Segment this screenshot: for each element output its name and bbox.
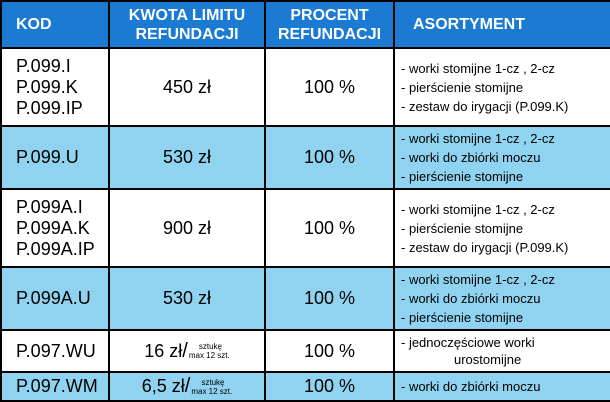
assortment-item: - pierścienie stomijne [401,220,524,236]
percent: 100 % [303,147,356,167]
table-row [1,126,610,189]
percent: 100 % [303,76,356,97]
percent-cell [265,48,394,126]
assortment-item: - pierścienie stomijne [401,169,524,184]
assortment-item: - pierścienie stomijne [401,79,524,95]
assortment-item: - zestaw do irygacji (P.099.K) [401,239,569,255]
table-row [1,189,610,267]
code: P.099.IP [16,97,83,118]
code-cell [1,48,109,126]
code-cell [1,372,109,401]
code-cell [1,330,109,372]
unit-fraction: sztukę max 12 szt. [191,377,233,396]
percent-cell [265,372,394,401]
assortment-cell [394,372,610,401]
assortment-item: - worki stomijne 1-cz , 2-cz [401,201,555,217]
assortment-item: - worki stomijne 1-cz , 2-cz [401,131,555,146]
code: P.099A.I [16,196,83,217]
amount: 900 zł [162,217,212,238]
percent-cell [265,189,394,267]
code-cell [1,267,109,330]
assortment-cell [394,267,610,330]
amount: 450 zł [162,76,212,97]
percent: 100 % [303,217,356,238]
assortment-item: - zestaw do irygacji (P.099.K) [401,98,569,114]
assortment-cell [394,126,610,189]
percent-cell [265,330,394,372]
assortment-item: - worki stomijne 1-cz , 2-cz [401,60,555,76]
amount-cell [109,372,265,401]
header-procent: PROCENT REFUNDACJI [265,1,394,48]
assortment-item: - worki stomijne 1-cz , 2-cz [401,272,555,287]
assortment-item: - worki do zbiórki moczu [401,291,541,306]
table-row [1,267,610,330]
assortment-item: - pierścienie stomijne [401,310,524,325]
code: P.099A.IP [16,238,95,259]
amount-cell [109,267,265,330]
amount-cell [109,330,265,372]
code: P.099A.U [16,288,91,308]
table-row [1,48,610,126]
table-row [1,330,610,372]
unit-fraction: sztukę max 12 szt. [188,342,230,360]
per-unit-slash: / [182,339,188,362]
percent-cell [265,267,394,330]
table-row [1,372,610,401]
header-kod: KOD [1,1,109,48]
header-asortyment: ASORTYMENT [394,1,610,48]
code: P.099A.K [16,217,90,238]
assortment-item: - jednoczęściowe worki [401,335,535,350]
code: P.099.U [16,147,79,167]
code: P.099.I [16,55,71,76]
amount: 530 zł [162,288,212,308]
header-row [1,1,610,48]
assortment-item: - worki do zbiórki moczu [401,150,541,165]
code: P.097.WM [16,376,98,396]
code-cell [1,189,109,267]
amount-cell [109,48,265,126]
amount: 16 zł [144,340,183,361]
percent-cell [265,126,394,189]
per-unit-slash: / [184,375,191,397]
assortment-cell [394,48,610,126]
amount: 6,5 zł [141,376,185,396]
assortment-item: urostomijne [454,352,522,367]
header-kwota: KWOTA LIMITU REFUNDACJI [109,1,265,48]
percent: 100 % [303,288,356,308]
assortment-cell [394,330,610,372]
amount: 530 zł [162,147,212,167]
code: P.099.K [16,76,78,97]
assortment-item: - worki do zbiórki moczu [401,379,541,394]
code: P.097.WU [16,340,96,361]
percent: 100 % [303,340,356,361]
code-cell [1,126,109,189]
assortment-cell [394,189,610,267]
amount-cell [109,126,265,189]
percent: 100 % [303,376,356,396]
amount-cell [109,189,265,267]
